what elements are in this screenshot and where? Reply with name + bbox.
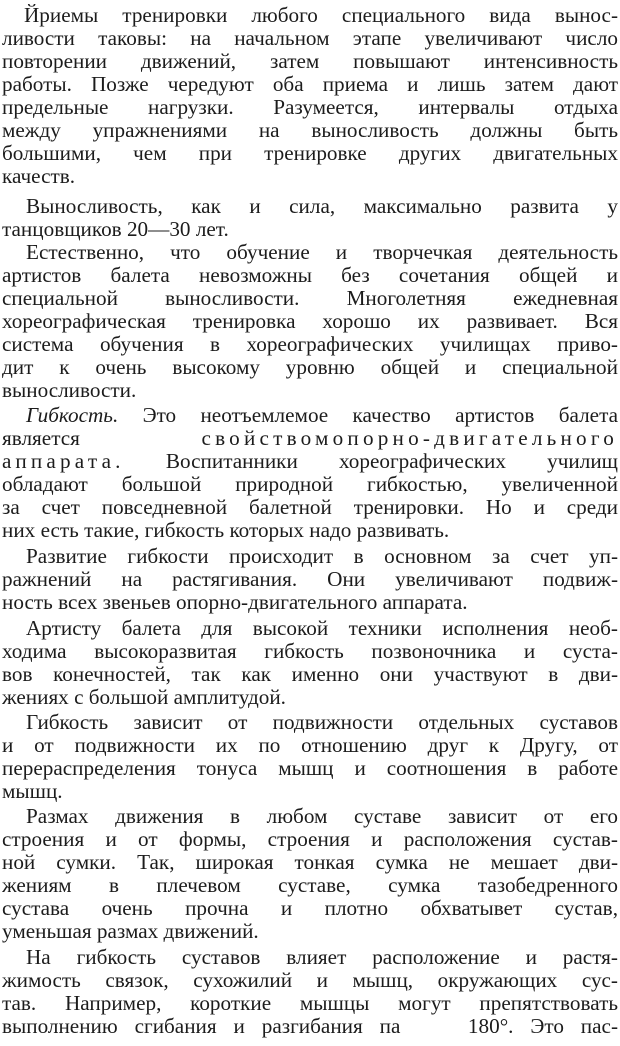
text-fragment: Воспитанники хореографических училищ [124, 450, 618, 473]
text-line: вов конечностей, так как именно они участвуют в дви- [2, 663, 618, 686]
text-line: Размах движения в любом суставе зависит от его [26, 805, 618, 828]
text-line: работы. Позже чередуют оба приема и лишь затем дают [2, 73, 618, 96]
text-line: и от подвижности их по отношению друг к Другу, от [2, 734, 618, 757]
section-term: Гибкость. [26, 404, 119, 427]
text-line: Естественно, что обучение и творчечкая деятельность [26, 241, 618, 264]
paragraph-2 [2, 195, 618, 241]
text-line: специальной выносливости. Многолетняя ежедневная [2, 287, 618, 310]
text-line: большими, чем при тренировке других двигательных [2, 142, 618, 165]
text-line: ражнений на растягивания. Они увеличивают подвиж- [2, 568, 618, 591]
text-line: ходима высокоразвитая гибкость позвоночника и суста- [2, 640, 618, 663]
text-fragment: является [2, 427, 202, 450]
text-line: за счет повседневной балетной тренировки. Но и среди [2, 496, 618, 519]
text-line [2, 427, 618, 450]
text-line: жимость связок, сухожилий и мышц, окружающих сус- [2, 969, 618, 992]
text-line: обладают большой природной гибкостью, увеличенной [2, 473, 618, 496]
text-line: сустава очень прочна и плотно обхватывет сустав, [2, 897, 618, 920]
text-line: Гибкость зависит от подвижности отдельных суставов [26, 711, 618, 734]
text-line: жениям в плечевом суставе, сумка тазобедренного [2, 874, 618, 897]
text-line: между упражнениями на выносливость должны быть [2, 119, 618, 142]
text-line: ность всех звеньев опорно-двигательного аппарата. [2, 591, 468, 614]
paragraph-1 [2, 4, 618, 188]
text-line: На гибкость суставов влияет расположение и растя- [26, 946, 618, 969]
text-line: качеств. [2, 165, 76, 188]
text-line: Артисту балета для высокой техники исполнения необ- [26, 617, 618, 640]
paragraph-3 [2, 241, 618, 402]
text-line: повторении движений, затем повышают интенсивность [2, 50, 618, 73]
text-line: предельные нагрузки. Разумеется, интервалы отдыха [2, 96, 618, 119]
text-line [2, 404, 618, 427]
text-line: них есть такие, гибкость которых надо развивать. [2, 519, 450, 542]
text-line: строения и от формы, строения и расположения сустав- [2, 828, 618, 851]
text-line: выносливости. [2, 379, 137, 402]
text-line: жениях с большой амплитудой. [2, 686, 286, 709]
text-line: мышц. [2, 780, 63, 803]
text-line [2, 450, 618, 473]
text-line: артистов балета невозможны без сочетания общей и [2, 264, 618, 287]
paragraph-6 [2, 617, 618, 709]
paragraph-7 [2, 711, 618, 803]
paragraph-5 [2, 545, 618, 614]
spaced-emphasis: аппарата. [2, 450, 125, 473]
text-line: танцовщиков 20—30 лет. [2, 218, 229, 241]
paragraph-8 [2, 805, 618, 943]
paragraph-4 [2, 404, 618, 542]
text-line: система обучения в хореографических училищах приво- [2, 333, 618, 356]
text-line: дит к очень высокому уровню общей и специальной [2, 356, 618, 379]
paragraph-9 [2, 946, 618, 1038]
text-line: уменьшая размах движений. [2, 920, 259, 943]
text-line: выполнению сгибания и разгибания па 180°. Это пас- [2, 1015, 618, 1038]
text-line: ливости таковы: на начальном этапе увеличивают число [2, 27, 618, 50]
text-line: перераспределения тонуса мышц и соотношения в работе [2, 757, 618, 780]
spaced-emphasis: свойствомопорно-двигательного [201, 427, 618, 450]
text-line: хореографическая тренировка хорошо их развивает. Вся [2, 310, 618, 333]
text-line: ной сумки. Так, широкая тонкая сумка не мешает дви- [2, 851, 618, 874]
text-line: Развитие гибкости происходит в основном за счет уп- [26, 545, 618, 568]
text-line: Йриемы тренировки любого специального вида вынос- [24, 4, 618, 27]
text-fragment: Это неотъемлемое качество артистов балета [118, 404, 618, 427]
text-line: Выносливость, как и сила, максимально развита у [26, 195, 618, 218]
text-line: тав. Например, короткие мышцы могут препятствовать [2, 992, 618, 1015]
